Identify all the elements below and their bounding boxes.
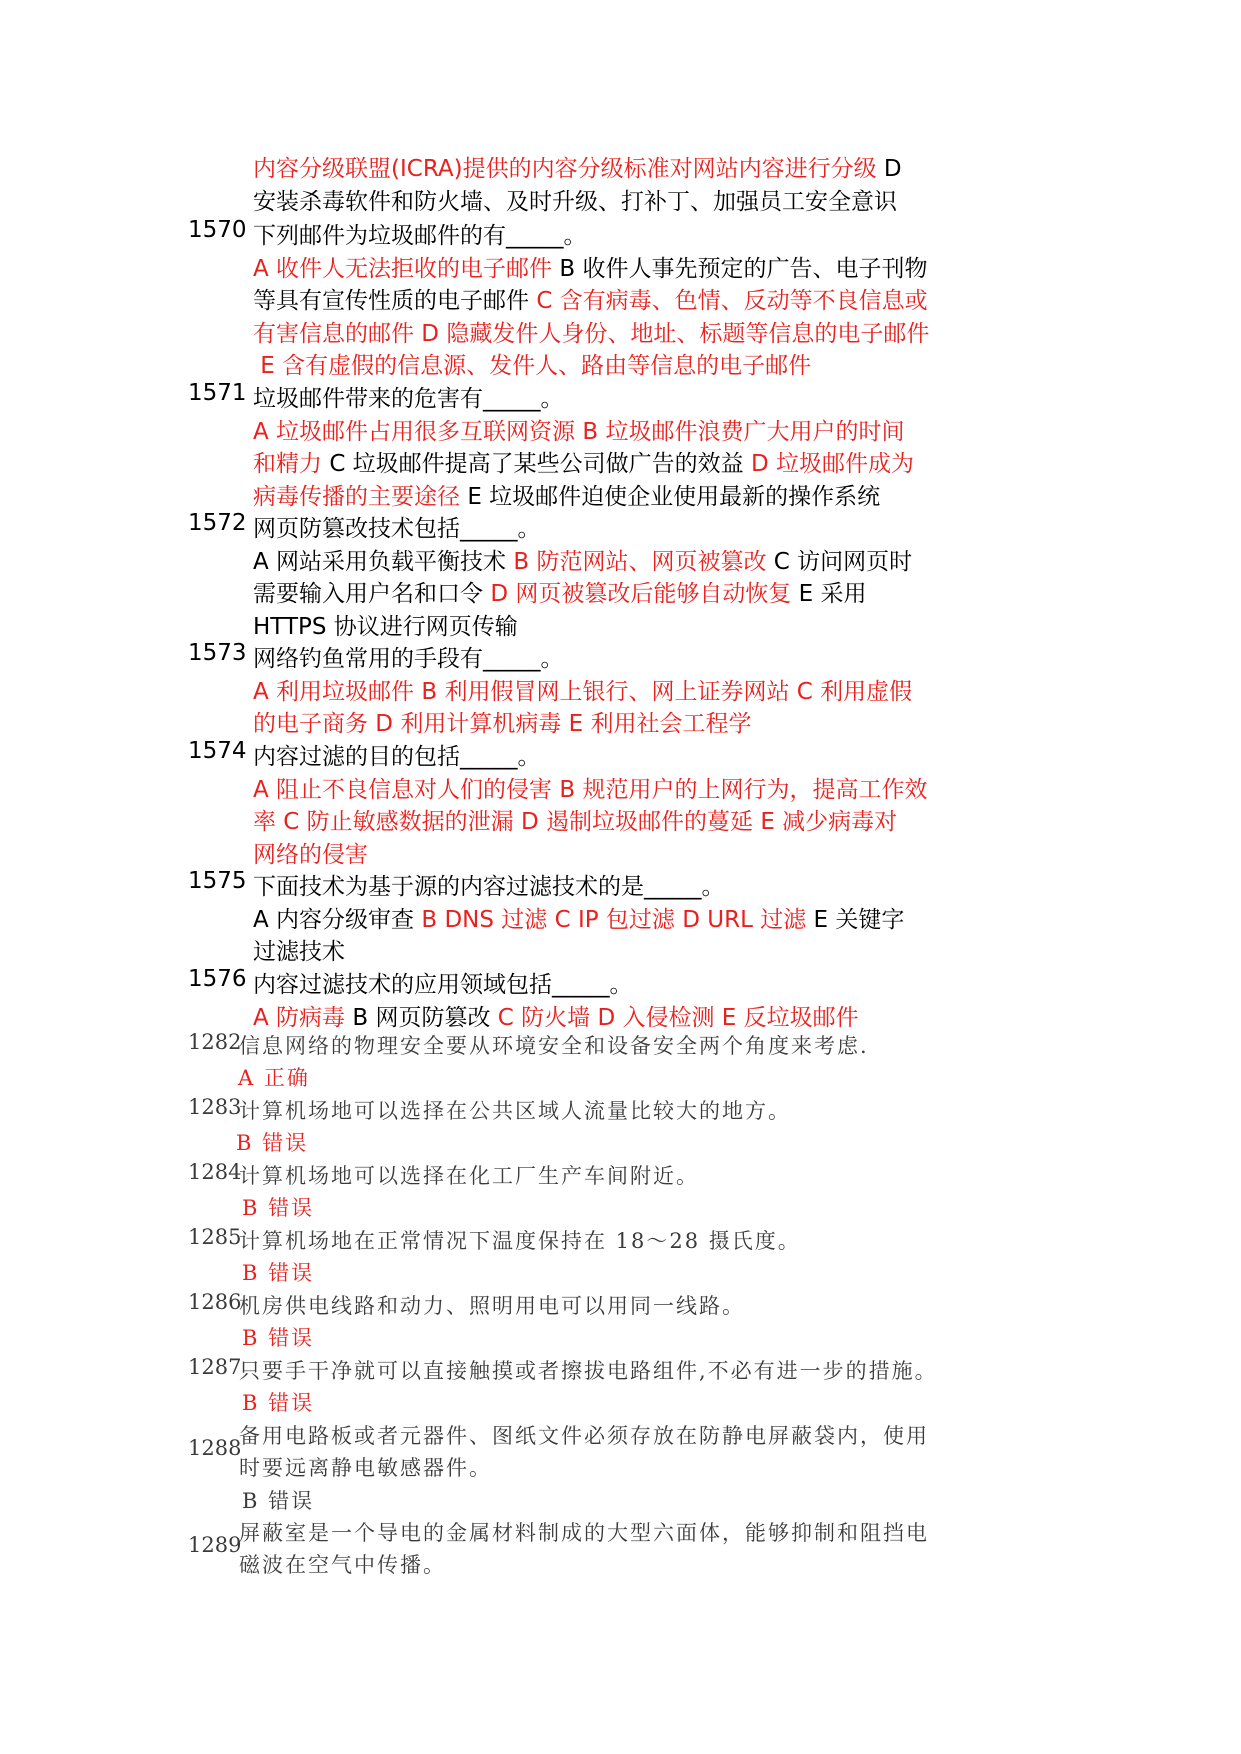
option-text-answer: 有害信息的邮件 D 隐藏发件人身份、地址、标题等信息的电子邮件 [253,320,930,347]
answer-text: B 错误 [242,1489,315,1513]
option-line [253,705,752,738]
option-text-answer: D 网页被篡改后能够自动恢复 [490,581,799,607]
question-number: 1282 [188,1030,242,1054]
question-number: 1285 [188,1225,242,1249]
option-line [253,771,927,804]
answer-text: B 错误 [242,1391,315,1415]
question-text: 磁波在空气中传播。 [239,1553,446,1577]
question-stem: 网页防篡改技术包括_____。 [253,516,541,542]
option-text-answer: B DNS 过滤 C IP 包过滤 D URL 过滤 [421,906,814,933]
option-text-answer: A 收件人无法拒收的电子邮件 [253,255,560,282]
option-text: C 垃圾邮件提高了某些公司做广告的效益 [329,451,751,477]
question-stem: 下列邮件为垃圾邮件的有_____。 [253,223,587,249]
option-line [253,575,867,608]
option-line [253,901,904,934]
answer-text: B 错误 [236,1131,309,1155]
option-text: HTTPS 协议进行网页传输 [253,613,518,640]
option-text: B 收件人事先预定的广告、电子刊物 [559,255,928,282]
option-text-answer: C 含有病毒、色情、反动等不良信息或 [536,288,928,314]
option-text-answer: E 含有虚假的信息源、发件人、路由等信息的电子邮件 [253,353,812,379]
option-text-answer: 的电子商务 D 利用计算机病毒 E 利用社会工程学 [253,711,752,737]
option-line [253,445,914,478]
option-line [253,543,912,576]
option-line [253,282,928,315]
option-line [253,250,927,283]
option-text-answer: D 垃圾邮件成为 [751,451,915,477]
question-text: 只要手干净就可以直接触摸或者擦拔电路组件,不必有进一步的措施。 [239,1359,938,1383]
option-text-answer: 病毒传播的主要途径 [253,483,468,510]
option-text: D [883,156,902,182]
option-line [253,933,345,966]
option-text: A 内容分级审查 [253,906,422,933]
option-text-answer: 网络的侵害 [253,841,368,868]
option-line [253,608,518,641]
option-line [253,183,897,216]
option-text-answer: A 利用垃圾邮件 B 利用假冒网上银行、网上证券网站 C 利用虚假 [253,678,913,705]
question-stem: 网络钓鱼常用的手段有_____。 [253,646,564,672]
option-text-answer: 内容分级联盟(ICRA)提供的内容分级标准对网站内容进行分级 [253,156,884,182]
question-number: 1574 [188,738,247,764]
option-line [253,347,811,380]
question-number: 1573 [188,640,247,666]
question-text: 信息网络的物理安全要从环境安全和设备安全两个角度来考虑. [239,1034,869,1058]
question-number: 1284 [188,1160,242,1184]
option-line [253,673,912,706]
question-number: 1289 [188,1533,242,1557]
answer-text: B 错误 [242,1196,315,1220]
option-text-answer: A 阻止不良信息对人们的侵害 B 规范用户的上网行为，提高工作效 [253,776,928,803]
option-line [253,413,904,446]
option-text: C 访问网页时 [773,548,913,575]
question-number: 1571 [188,380,247,406]
option-text: A 网站采用负载平衡技术 [253,548,514,575]
question-text: 备用电路板或者元器件、图纸文件必须存放在防静电屏蔽袋内，使用 [239,1424,929,1448]
question-number: 1575 [188,868,247,894]
question-stem: 下面技术为基于源的内容过滤技术的是_____。 [253,874,725,900]
question-stem: 内容过滤的目的包括_____。 [253,744,541,770]
option-text-answer: 率 C 防止敏感数据的泄漏 D 遏制垃圾邮件的蔓延 E 减少病毒对 [253,809,898,835]
option-text: 安装杀毒软件和防火墙、及时升级、打补丁、加强员工安全意识 [253,188,897,215]
option-text-answer: A 防病毒 [253,1004,353,1031]
option-text-answer: B 防范网站、网页被篡改 [513,548,774,575]
answer-text: A 正确 [238,1066,310,1090]
option-line [253,478,880,511]
question-number: 1288 [188,1436,242,1460]
option-text: E 垃圾邮件迫使企业使用最新的操作系统 [467,483,881,510]
option-text: 等具有宣传性质的电子邮件 [253,288,537,314]
question-stem: 内容过滤技术的应用领域包括_____。 [253,972,633,998]
answer-text: B 错误 [242,1261,315,1285]
question-text: 计算机场地可以选择在化工厂生产车间附近。 [239,1164,699,1188]
question-text: 计算机场地在正常情况下温度保持在 18～28 摄氏度。 [239,1229,801,1253]
question-number: 1572 [188,510,247,536]
option-line [253,803,897,836]
option-line [253,315,929,348]
option-text-answer: C 防火墙 D 入侵检测 E 反垃圾邮件 [497,1004,859,1031]
question-text: 屏蔽室是一个导电的金属材料制成的大型六面体，能够抑制和阻挡电 [239,1521,929,1545]
answer-text: B 错误 [242,1326,315,1350]
question-number: 1286 [188,1290,242,1314]
option-line [253,836,368,869]
option-text: 需要输入用户名和口令 [253,581,491,607]
question-text: 时要远离静电敏感器件。 [239,1456,492,1480]
question-number: 1283 [188,1095,242,1119]
question-stem: 垃圾邮件带来的危害有_____。 [253,386,564,412]
option-line [253,150,902,183]
question-number: 1287 [188,1355,242,1379]
question-number: 1576 [188,966,247,992]
question-text: 计算机场地可以选择在公共区域人流量比较大的地方。 [239,1099,791,1123]
option-text: 过滤技术 [253,939,345,965]
option-text: E 采用 [798,581,867,607]
option-text-answer: A 垃圾邮件占用很多互联网资源 B 垃圾邮件浪费广大用户的时间 [253,418,905,445]
question-number: 1570 [188,217,247,243]
question-text: 机房供电线路和动力、照明用电可以用同一线路。 [239,1294,745,1318]
option-line [253,999,859,1032]
option-text: E 关键字 [813,906,905,933]
option-text: B 网页防篡改 [352,1004,498,1031]
option-text-answer: 和精力 [253,451,330,477]
